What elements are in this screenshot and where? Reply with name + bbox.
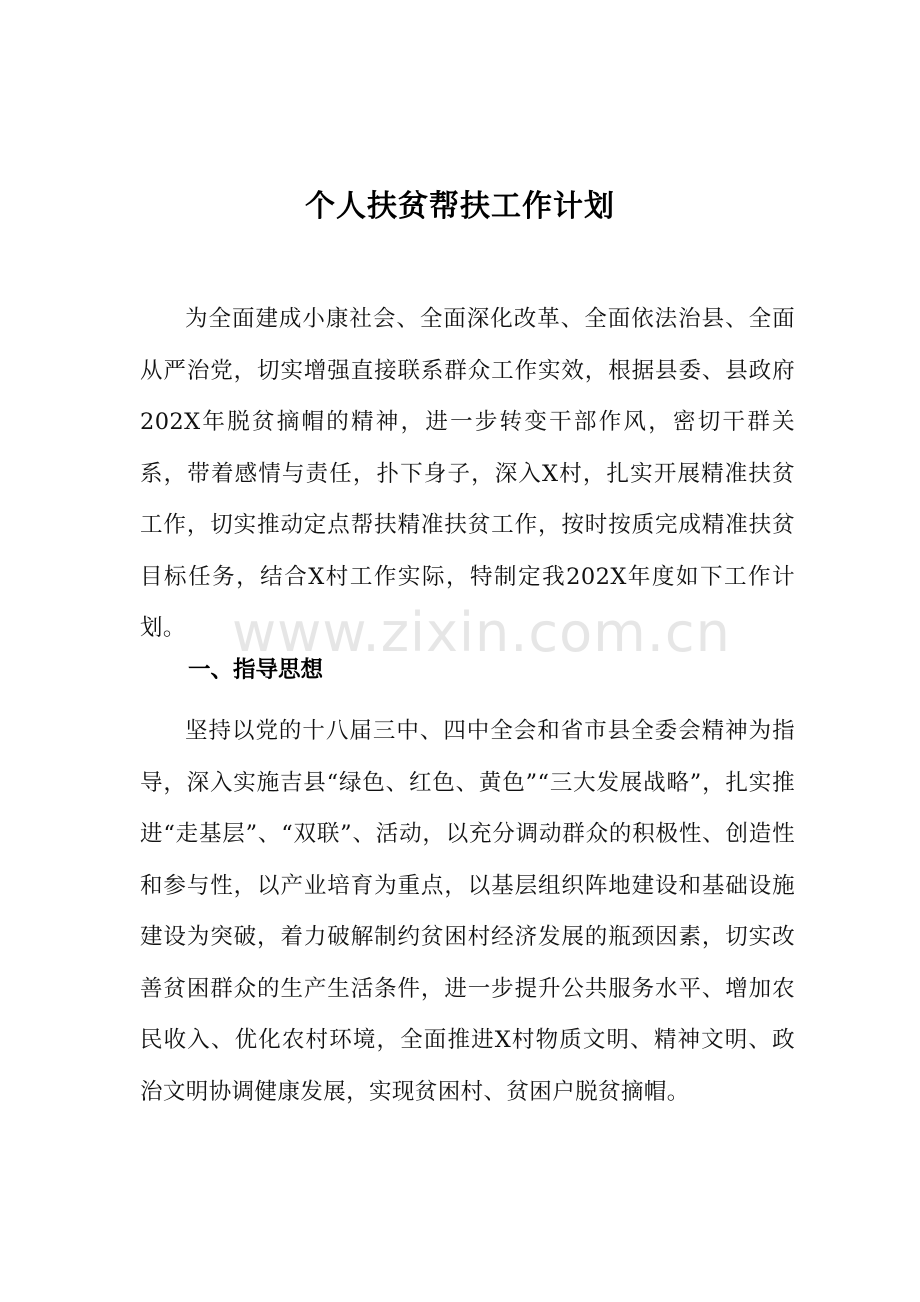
intro-paragraph: 为全面建成小康社会、全面深化改革、全面依法治县、全面从严治党，切实增强直接联系群众工作实效，根据县委、县政府202X年脱贫摘帽的精神，进一步转变干部作风，密切干群关系，带着感情与责任，扑下身子，深入X村，扎实开展精准扶贫工作，切实推动定点帮扶精准扶贫工作，按时按质完成精准扶贫目标任务，结合X村工作实际，特制定我202X年度如下工作计划。 (140, 306, 795, 641)
guiding-ideology-paragraph: 坚持以党的十八届三中、四中全会和省市县全委会精神为指导，深入实施吉县“绿色、红色、黄色”“三大发展战略”，扎实推进“走基层”、“双联”、活动，以充分调动群众的积极性、创造性和参与性，以产业培育为重点，以基层组织阵地建设和基础设施建设为突破，着力破解制约贫困村经济发展的瓶颈因素，切实改善贫困群众的生产生活条件，进一步提升公共服务水平、增加农民收入、优化农村环境，全面推进X村物质文明、精神文明、政治文明协调健康发展，实现贫困村、贫困户脱贫摘帽。 (140, 718, 795, 1105)
document-title: 个人扶贫帮扶工作计划 (305, 189, 615, 225)
watermark: www.zixin.com.cn (232, 601, 731, 664)
section-heading-guiding-ideology: 一、指导思想 (188, 657, 324, 683)
